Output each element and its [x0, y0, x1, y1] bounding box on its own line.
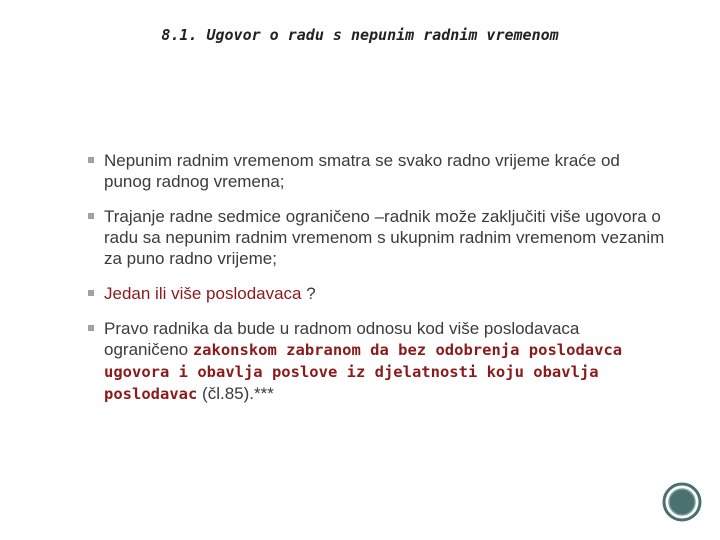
bullet-item	[88, 206, 668, 269]
nav-button[interactable]	[662, 482, 702, 522]
bullet-text	[104, 284, 316, 303]
bullet-text-segment-highlight: Jedan ili više poslodavaca	[104, 284, 302, 303]
bullet-text	[104, 151, 620, 191]
bullet-item	[88, 283, 668, 304]
bullet-item	[88, 150, 668, 192]
slide-title: 8.1. Ugovor o radu s nepunim radnim vremenom	[161, 26, 559, 44]
bullet-text-segment: (čl.85).***	[197, 384, 274, 403]
bullet-text-segment: Nepunim radnim vremenom smatra se svako radno vrijeme kraće od punog radnog vremena;	[104, 151, 620, 191]
bullet-square-icon	[88, 325, 94, 331]
circle-nav-icon	[662, 482, 702, 522]
bullet-text-segment: Pravo radnika da bude u radnom odnosu kod više poslodavaca ograničeno	[104, 319, 580, 359]
bullet-text-segment-emphasis: zakonskom zabranom da bez odobrenja poslodavca ugovora i obavlja poslove iz djelatnosti koju obavlja poslodavac	[104, 341, 623, 403]
bullet-square-icon	[88, 157, 94, 163]
bullet-text	[104, 207, 664, 268]
bullet-item	[88, 318, 668, 405]
bullet-text-segment: ?	[301, 284, 316, 303]
bullet-text-segment: Trajanje radne sedmice ograničeno –radnik može zaključiti više ugovora o radu sa nepunim radnim vremenom s ukupnim radnim vremenom vezanim za puno radno vrijeme;	[104, 207, 665, 268]
bullet-square-icon	[88, 290, 94, 296]
bullet-square-icon	[88, 213, 94, 219]
bullet-list	[88, 150, 668, 419]
bullet-text	[104, 319, 622, 403]
